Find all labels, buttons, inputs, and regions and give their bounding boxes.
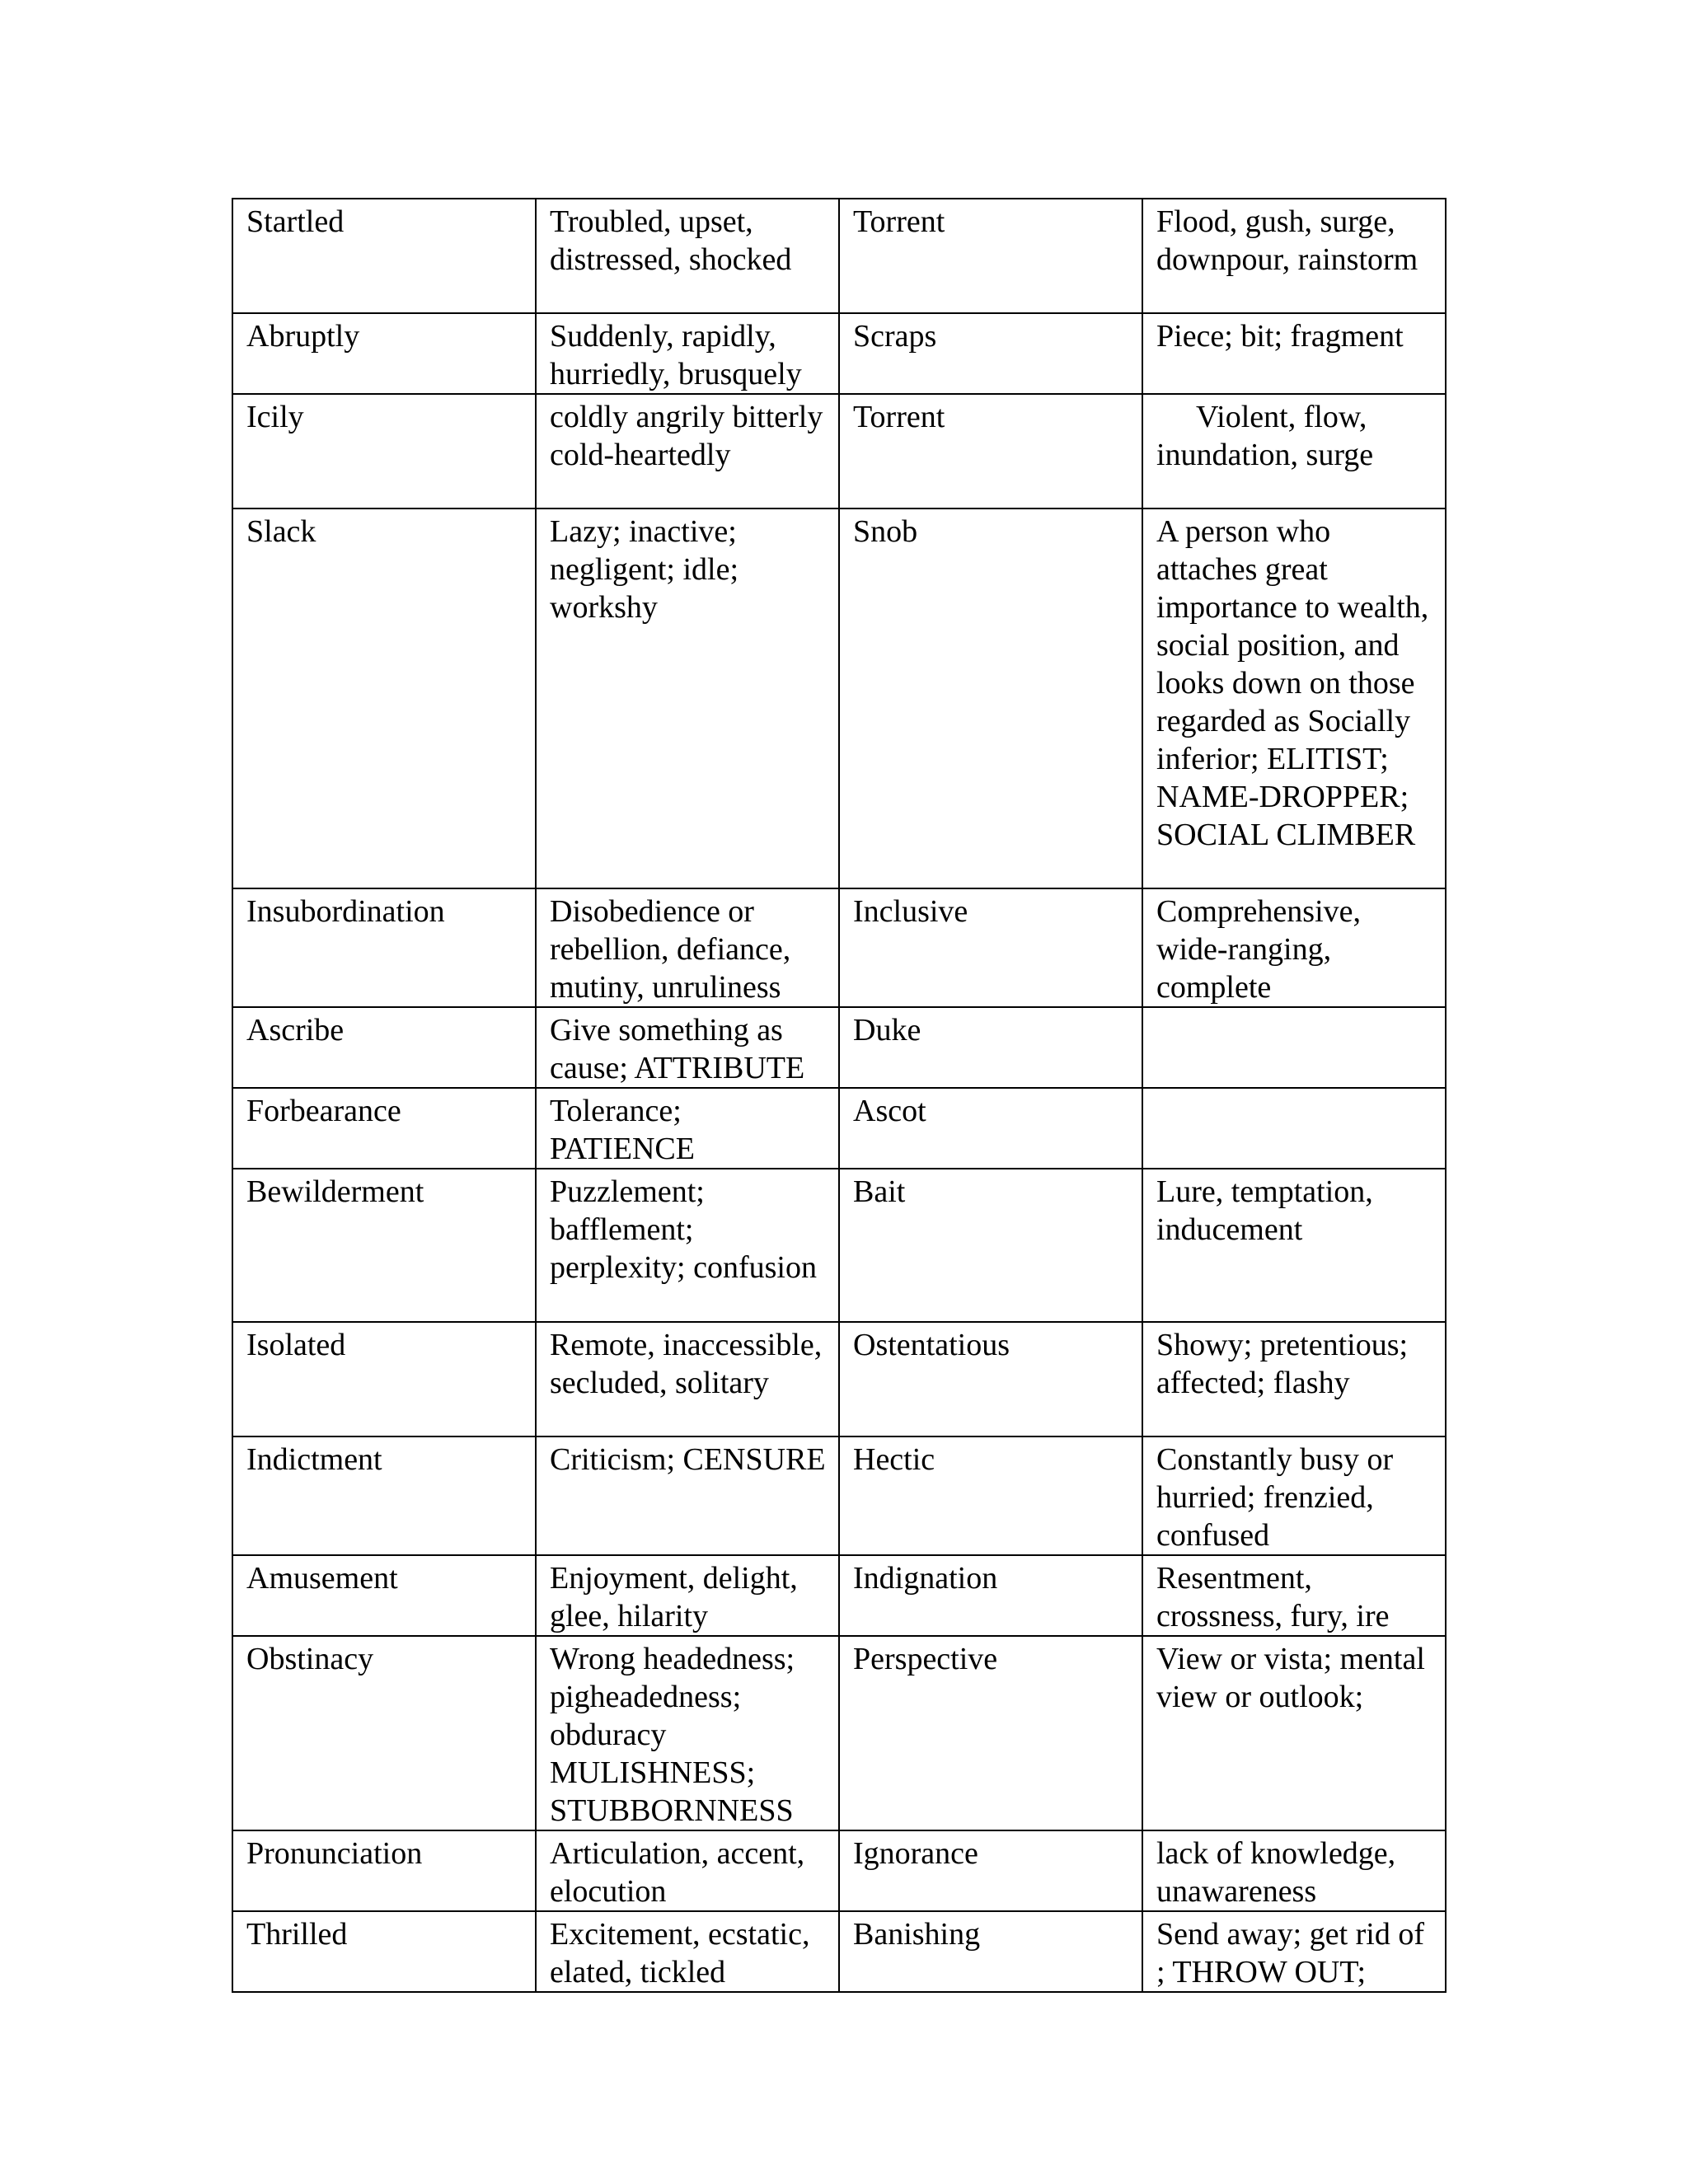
meaning-cell: Excitement, ecstatic, elated, tickled bbox=[536, 1911, 839, 1992]
meaning-cell: Send away; get rid of ; THROW OUT; bbox=[1142, 1911, 1446, 1992]
word-cell: Startled bbox=[232, 199, 536, 313]
meaning-cell: Showy; pretentious; affected; flashy bbox=[1142, 1322, 1446, 1436]
meaning-cell: Lure, temptation, inducement bbox=[1142, 1169, 1446, 1322]
meaning-cell: Articulation, accent, elocution bbox=[536, 1830, 839, 1911]
word-cell: Indictment bbox=[232, 1436, 536, 1555]
word-cell: Insubordination bbox=[232, 888, 536, 1007]
word-cell: Abruptly bbox=[232, 313, 536, 394]
meaning-cell: Resentment, crossness, fury, ire bbox=[1142, 1555, 1446, 1636]
meaning-cell: Wrong headedness; pigheadedness; obduracy MULISHNESS; STUBBORNNESS bbox=[536, 1636, 839, 1830]
word-cell: Snob bbox=[839, 509, 1142, 888]
table-row bbox=[232, 1007, 1446, 1088]
meaning-cell: coldly angrily bitterly cold-heartedly bbox=[536, 394, 839, 509]
meaning-cell: Give something as cause; ATTRIBUTE bbox=[536, 1007, 839, 1088]
meaning-cell: Piece; bit; fragment bbox=[1142, 313, 1446, 394]
word-cell: Ascribe bbox=[232, 1007, 536, 1088]
word-cell: Pronunciation bbox=[232, 1830, 536, 1911]
word-cell: Slack bbox=[232, 509, 536, 888]
word-cell: Thrilled bbox=[232, 1911, 536, 1992]
word-cell: Torrent bbox=[839, 394, 1142, 509]
meaning-cell: Flood, gush, surge, downpour, rainstorm bbox=[1142, 199, 1446, 313]
meaning-cell: A person who attaches great importance to wealth, social position, and looks down on those regarded as Socially inferior; ELITIST; NAME-DROPPER; SOCIAL CLIMBER bbox=[1142, 509, 1446, 888]
meaning-cell bbox=[1142, 1088, 1446, 1169]
word-cell: Scraps bbox=[839, 313, 1142, 394]
meaning-cell: Puzzlement; bafflement; perplexity; confusion bbox=[536, 1169, 839, 1322]
table-row bbox=[232, 313, 1446, 394]
table-row bbox=[232, 1169, 1446, 1322]
table-row bbox=[232, 1830, 1446, 1911]
meaning-cell: Suddenly, rapidly, hurriedly, brusquely bbox=[536, 313, 839, 394]
table-row bbox=[232, 1555, 1446, 1636]
meaning-cell: Troubled, upset, distressed, shocked bbox=[536, 199, 839, 313]
meaning-cell: Tolerance; PATIENCE bbox=[536, 1088, 839, 1169]
table-row bbox=[232, 1911, 1446, 1992]
word-cell: Amusement bbox=[232, 1555, 536, 1636]
table-row bbox=[232, 394, 1446, 509]
table-row bbox=[232, 888, 1446, 1007]
word-cell: Perspective bbox=[839, 1636, 1142, 1830]
word-cell: Banishing bbox=[839, 1911, 1142, 1992]
word-cell: Torrent bbox=[839, 199, 1142, 313]
table-row bbox=[232, 199, 1446, 313]
word-cell: Ostentatious bbox=[839, 1322, 1142, 1436]
meaning-cell: Violent, flow, inundation, surge bbox=[1142, 394, 1446, 509]
table-row bbox=[232, 1088, 1446, 1169]
meaning-cell: Disobedience or rebellion, defiance, mutiny, unruliness bbox=[536, 888, 839, 1007]
word-cell: Duke bbox=[839, 1007, 1142, 1088]
word-cell: Isolated bbox=[232, 1322, 536, 1436]
word-cell: Ignorance bbox=[839, 1830, 1142, 1911]
word-cell: Obstinacy bbox=[232, 1636, 536, 1830]
word-cell: Hectic bbox=[839, 1436, 1142, 1555]
table-row bbox=[232, 1436, 1446, 1555]
word-cell: Bait bbox=[839, 1169, 1142, 1322]
word-cell: Forbearance bbox=[232, 1088, 536, 1169]
meaning-cell: Criticism; CENSURE bbox=[536, 1436, 839, 1555]
meaning-cell: Enjoyment, delight, glee, hilarity bbox=[536, 1555, 839, 1636]
table-row bbox=[232, 509, 1446, 888]
meaning-cell: lack of knowledge, unawareness bbox=[1142, 1830, 1446, 1911]
word-cell: Indignation bbox=[839, 1555, 1142, 1636]
meaning-cell: Constantly busy or hurried; frenzied, confused bbox=[1142, 1436, 1446, 1555]
vocabulary-table bbox=[232, 198, 1447, 1993]
meaning-cell: View or vista; mental view or outlook; bbox=[1142, 1636, 1446, 1830]
meaning-cell: Lazy; inactive; negligent; idle; workshy bbox=[536, 509, 839, 888]
table-row bbox=[232, 1322, 1446, 1436]
word-cell: Ascot bbox=[839, 1088, 1142, 1169]
meaning-cell: Remote, inaccessible, secluded, solitary bbox=[536, 1322, 839, 1436]
table-row bbox=[232, 1636, 1446, 1830]
word-cell: Bewilderment bbox=[232, 1169, 536, 1322]
word-cell: Icily bbox=[232, 394, 536, 509]
meaning-cell: Comprehensive, wide-ranging, complete bbox=[1142, 888, 1446, 1007]
meaning-cell bbox=[1142, 1007, 1446, 1088]
word-cell: Inclusive bbox=[839, 888, 1142, 1007]
